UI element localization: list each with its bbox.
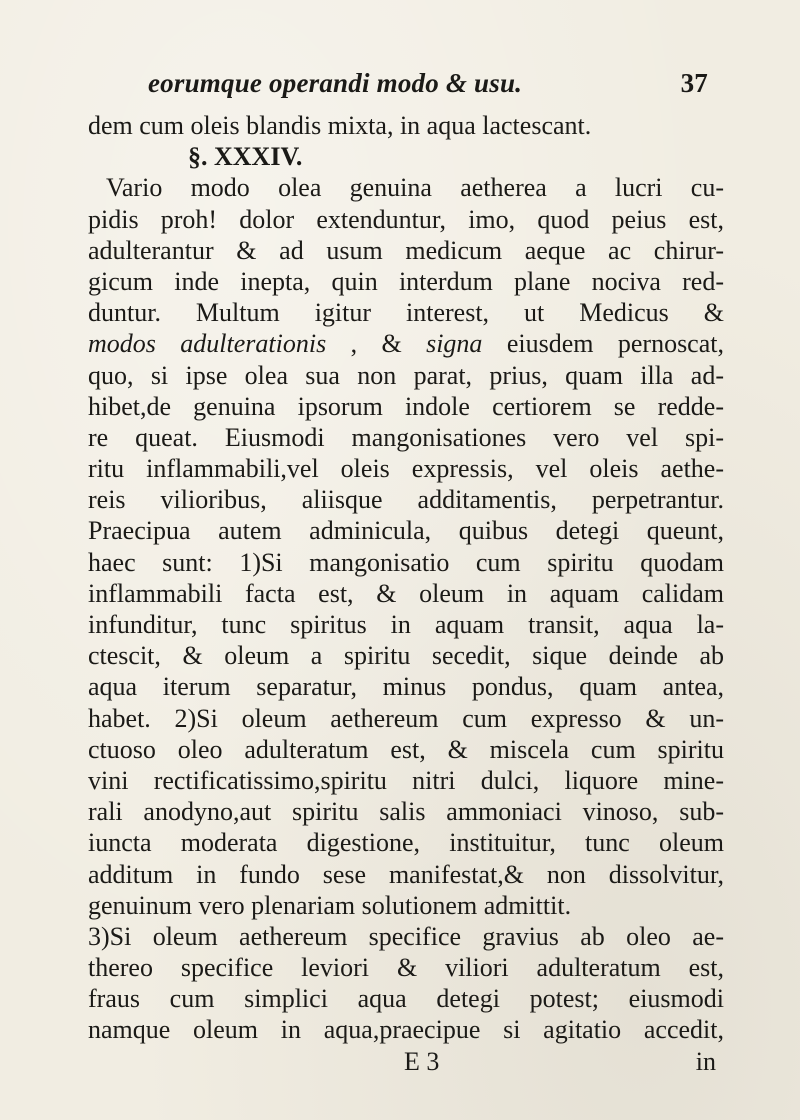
running-title: eorumque operandi modo & usu.: [148, 68, 523, 98]
italic-phrase: modos adulterationis: [88, 329, 327, 359]
text-line: ctuoso oleo adulteratum est, & miscela cum spiritu: [88, 734, 724, 764]
running-header: [148, 68, 708, 104]
text-line: aqua iterum separatur, minus pondus, quam antea,: [88, 672, 724, 702]
text-line: additum in fundo sese manifestat,& non dissolvitur,: [88, 859, 724, 889]
body-text: [88, 110, 724, 1077]
text-line: genuinum vero plenariam solutionem admittit.: [88, 890, 572, 920]
text-line: pidis proh! dolor extenduntur, imo, quod peius est,: [88, 204, 724, 234]
italic-phrase: signa: [426, 329, 483, 359]
text-line: Vario modo olea genuina aetherea a lucri cu-: [106, 173, 724, 203]
text-line: rali anodyno,aut spiritu salis ammoniaci vinoso, sub-: [88, 797, 724, 827]
text-line: haec sunt: 1)Si mangonisatio cum spiritu quodam: [88, 547, 724, 577]
text-line: quo, si ipse olea sua non parat, prius, quam illa ad-: [88, 360, 724, 390]
section-heading: §. XXXIV.: [188, 142, 303, 172]
text-line: namque oleum in aqua,praecipue si agitatio accedit,: [88, 1015, 724, 1045]
text-line: duntur. Multum igitur interest, ut Medicus &: [88, 298, 724, 328]
signature-mark: E 3: [404, 1046, 440, 1076]
text-line: iuncta moderata digestione, instituitur, tunc oleum: [88, 828, 724, 858]
text-line: thereo specifice leviori & viliori adulteratum est,: [88, 953, 724, 983]
text-line: ritu inflammabili,vel oleis expressis, vel oleis aethe-: [88, 454, 724, 484]
text-line: Praecipua autem adminicula, quibus detegi queunt,: [88, 516, 724, 546]
text-line: gicum inde inepta, quin interdum plane nociva red-: [88, 266, 724, 296]
text-line: habet. 2)Si oleum aethereum cum expresso & un-: [88, 703, 724, 733]
catchword: in: [695, 1046, 716, 1076]
text-line-italic: modos adulterationis , & signa eiusdem pernoscat,: [88, 329, 724, 359]
text-line: ctescit, & oleum a spiritu secedit, sique deinde ab: [88, 641, 724, 671]
signature-line: [88, 1046, 724, 1077]
text-line: re queat. Eiusmodi mangonisationes vero vel spi-: [88, 422, 724, 452]
text-line: fraus cum simplici aqua detegi potest; eiusmodi: [88, 984, 724, 1014]
text-line: infunditur, tunc spiritus in aquam transit, aqua la-: [88, 610, 724, 639]
text-line: reis vilioribus, aliisque additamentis, perpetrantur.: [88, 485, 724, 515]
text-line: vini rectificatissimo,spiritu nitri dulci, liquore mine-: [88, 765, 724, 795]
text-line: hibet,de genuina ipsorum indole certiorem se redde-: [88, 391, 724, 421]
text-line: inflammabili facta est, & oleum in aquam calidam: [88, 578, 724, 608]
text-line: 3)Si oleum aethereum specifice gravius ab oleo ae-: [88, 921, 724, 951]
page-number: 37: [680, 68, 708, 98]
text-line: adulterantur & ad usum medicum aeque ac chirur-: [88, 235, 724, 265]
text-line: dem cum oleis blandis mixta, in aqua lactescant.: [88, 111, 592, 140]
